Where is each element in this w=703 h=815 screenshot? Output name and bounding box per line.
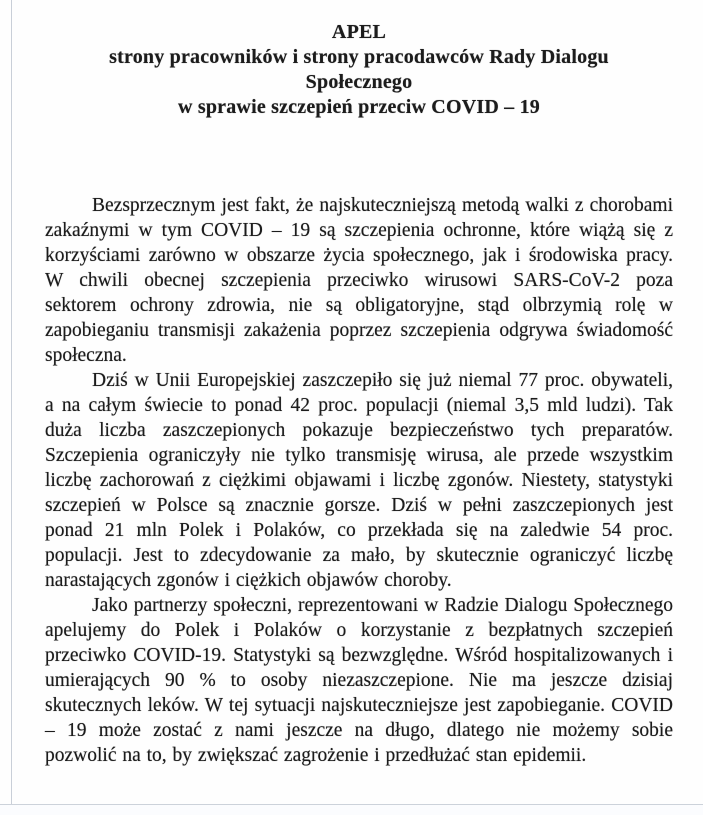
document-body bbox=[45, 193, 673, 768]
page-bottom-strip bbox=[0, 805, 703, 815]
title-line-1: APEL bbox=[331, 21, 387, 43]
page-content bbox=[45, 20, 673, 768]
title-line-2: strony pracowników i strony pracodawców Rady Dialogu bbox=[109, 46, 609, 68]
paragraph-3: Jako partnerzy społeczni, reprezentowani w Radzie Dialogu Społecznego apelujemy do Polek i Polaków o korzystanie z bezpłatnych szczepień przeciwko COVID-19. Statystyki są bezwzględne. Wśród hospitalizowanych i umierających 90 % to osoby niezaszczepione. Nie ma jeszcze dzisiaj skutecznych leków. W tej sytuacji najskuteczniejsze jest zapobieganie. COVID – 19 może zostać z nami jeszcze na długo, dlatego nie możemy sobie pozwolić na to, by zwiększać zagrożenie i przedłużać stan epidemii. bbox=[45, 595, 673, 766]
page-bottom-edge-line bbox=[0, 804, 703, 805]
title-line-4: w sprawie szczepień przeciw COVID – 19 bbox=[178, 96, 540, 118]
title-line-3: Społecznego bbox=[305, 71, 413, 93]
page-left-edge-line bbox=[11, 0, 12, 805]
document-title bbox=[45, 20, 673, 120]
title-body-spacer bbox=[45, 120, 673, 193]
paragraph-1: Bezsprzecznym jest fakt, że najskuteczniejszą metodą walki z chorobami zakaźnymi w tym COVID – 19 są szczepienia ochronne, które wiążą się z korzyściami zarówno w obszarze życia społecznego, jak i środowiska pracy. W chwili obecnej szczepienia przeciwko wirusowi SARS-CoV-2 poza sektorem ochrony zdrowia, nie są obligatoryjne, stąd olbrzymią rolę w zapobieganiu transmisji zakażenia poprzez szczepienia odgrywa świadomość społeczna. bbox=[45, 195, 673, 366]
paragraph-2: Dziś w Unii Europejskiej zaszczepiło się już niemal 77 proc. obywateli, a na całym świecie to ponad 42 proc. populacji (niemal 3,5 mld ludzi). Tak duża liczba zaszczepionych pokazuje bezpieczeństwo tych preparatów. Szczepienia ograniczyły nie tylko transmisję wirusa, ale przede wszystkim liczbę zachorowań z ciężkimi objawami i liczbę zgonów. Niestety, statystyki szczepień w Polsce są znacznie gorsze. Dziś w pełni zaszczepionych jest ponad 21 mln Polek i Polaków, co przekłada się na zaledwie 54 proc. populacji. Jest to zdecydowanie za mało, by skutecznie ograniczyć liczbę narastających zgonów i ciężkich objawów choroby. bbox=[45, 370, 673, 591]
